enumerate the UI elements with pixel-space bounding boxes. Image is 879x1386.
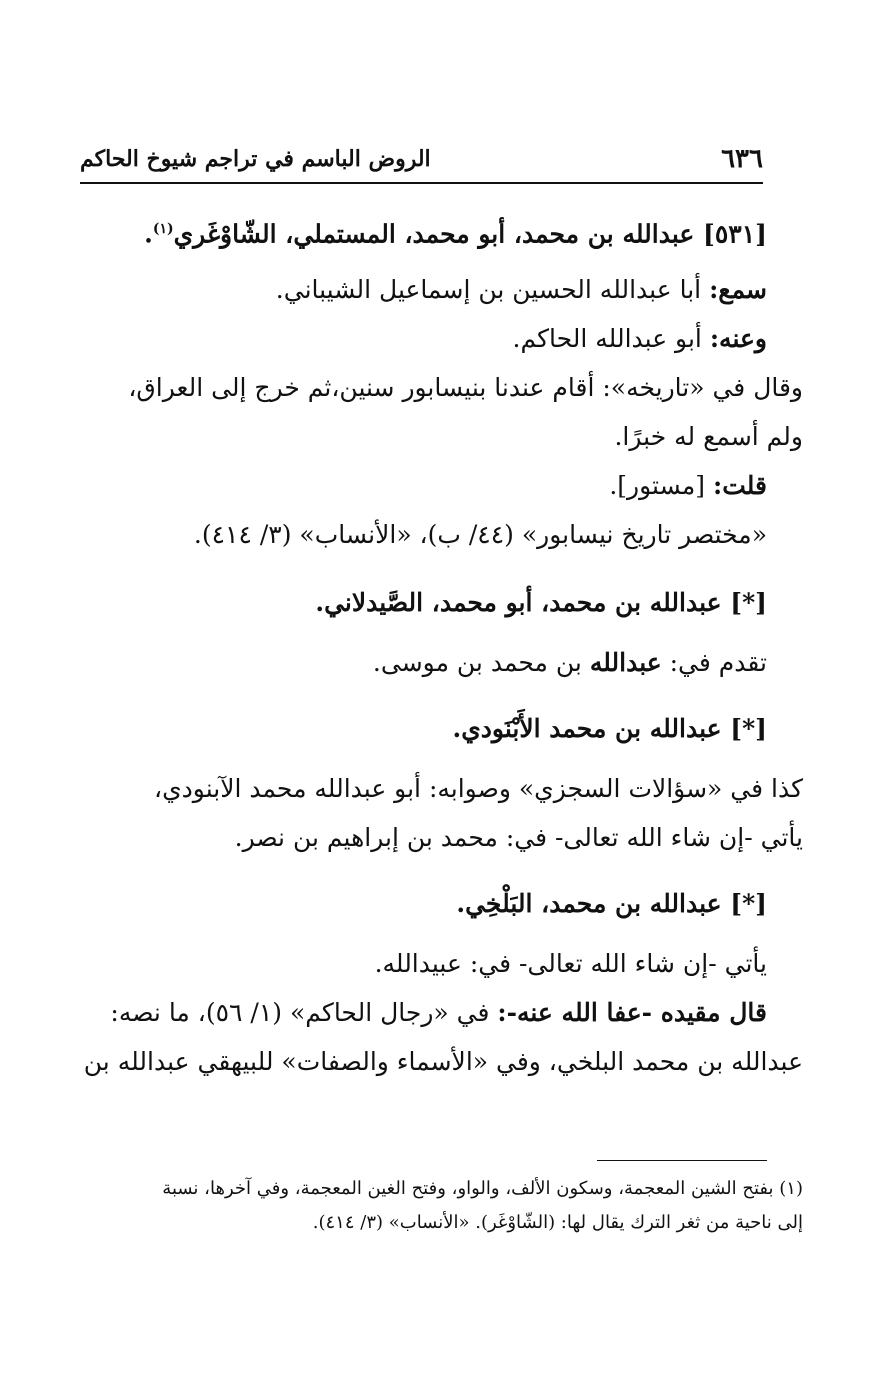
qult-text: [مستور]. [609,471,706,501]
entry-531-sources: «مختصر تاريخ نيسابور» (٤٤/ ب)، «الأنساب» (٣/ ٤١٤). [193,520,767,550]
sami-text: أبا عبدالله الحسين بن إسماعيل الشيباني. [275,275,702,305]
entry-531-sami [76,275,767,305]
entry-531-qal-line1: وقال في «تاريخه»: أقام عندنا بنيسابور سنين،ثم خرج إلى العراق، [128,373,803,403]
entry-balkhi-heading: [*] عبدالله بن محمد، البَلْخِي. [456,889,767,919]
entry-531-qult [76,471,767,501]
entry-saydalani-line [76,648,767,678]
entry-531-qal-line2: ولم أسمع له خبرًا. [614,422,803,452]
footnote-line1: (١) بفتح الشين المعجمة، وسكون الألف، والواو، وفتح الغين المعجمة، وفي آخرها، نسبة [162,1178,803,1199]
entry-531-anhu [76,324,767,354]
entry-abnudi-line1: كذا في «سؤالات السجزي» وصوابه: أبو عبدالله محمد الآبنودي، [154,774,803,804]
footnote-divider [597,1160,767,1161]
entry-saydalani-heading: [*] عبدالله بن محمد، أبو محمد، الصَّيدلاني. [315,588,767,618]
entry-balkhi-note-line2: عبدالله بن محمد البلخي، وفي «الأسماء والصفات» للبيهقي عبدالله بن [83,1047,803,1077]
saydalani-rest: بن محمد بن موسى. [372,648,582,678]
anhu-label: وعنه: [709,324,767,354]
page-body [76,200,803,1077]
entry-balkhi-note [76,998,767,1028]
footnote-ref: (١) [152,221,174,237]
entry-531-name: عبدالله بن محمد، أبو محمد، المستملي، الشّاوْغَري [173,219,695,249]
running-title: الروض الباسم في تراجم شيوخ الحاكم [80,146,431,172]
note-bold: قال مقيده -عفا الله عنه-: [497,998,767,1028]
note-rest: في «رجال الحاكم» (١/ ٥٦)، ما نصه: [110,998,490,1028]
saydalani-bold: عبدالله [589,648,662,678]
entry-abnudi-line2: يأتي -إن شاء الله تعالى- في: محمد بن إبراهيم بن نصر. [234,823,803,853]
sami-label: سمع: [709,275,767,305]
page-number: ٦٣٦ [721,144,763,174]
anhu-text: أبو عبدالله الحاكم. [512,324,702,354]
entry-531-heading [76,214,767,249]
footnotes [76,1178,803,1234]
page-header [80,142,763,184]
entry-abnudi-heading: [*] عبدالله بن محمد الأَبْنَودي. [452,714,767,744]
qult-label: قلت: [712,471,767,501]
saydalani-prefix: تقدم في: [669,648,767,678]
footnote-line2: إلى ناحية من ثغر الترك يقال لها: (الشّاوْغَر). «الأنساب» (٣/ ٤١٤). [312,1212,803,1233]
heading-period: . [144,219,153,249]
entry-balkhi-line1: يأتي -إن شاء الله تعالى- في: عبيدالله. [374,949,767,979]
entry-531-number: [٥٣١] [703,219,767,249]
